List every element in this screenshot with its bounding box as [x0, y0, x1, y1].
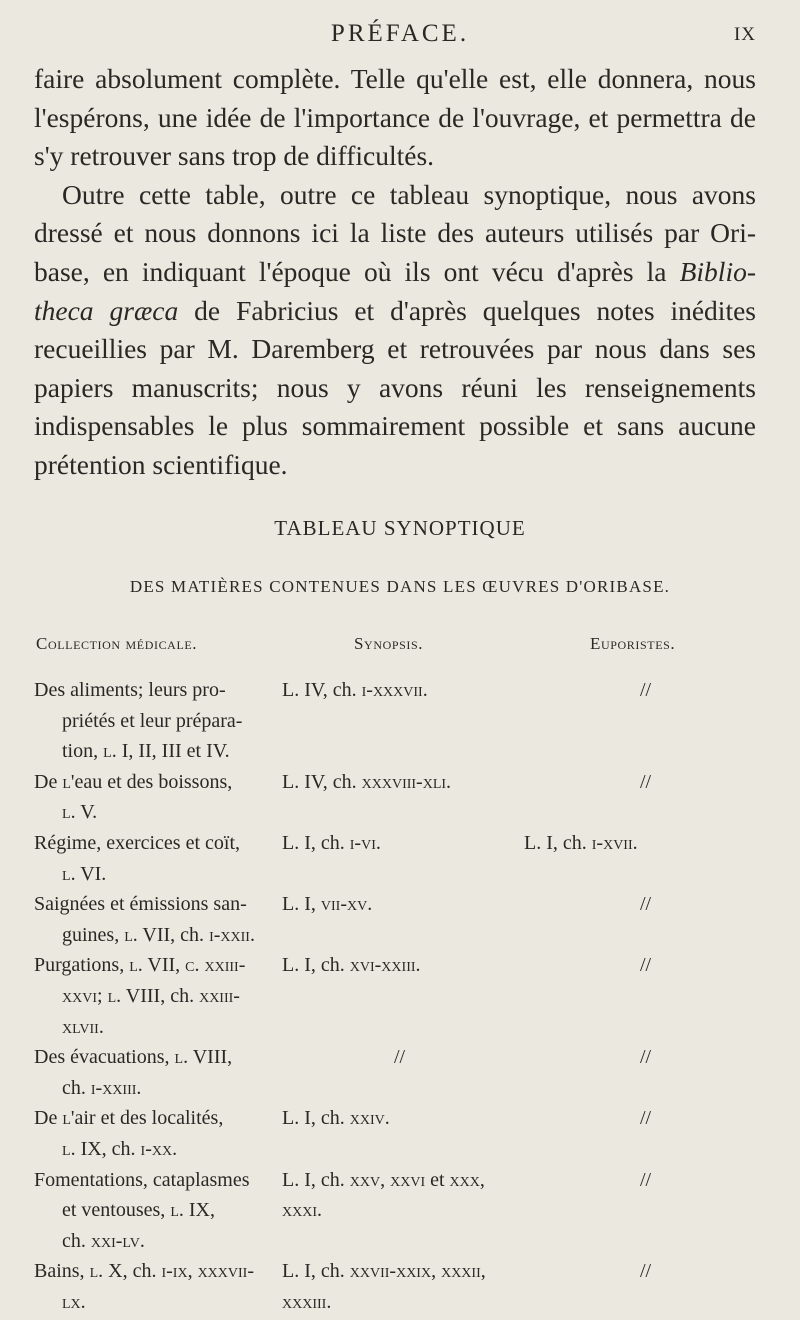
- cell-line: Purgations, l. VII, c. xxiii-: [34, 954, 246, 977]
- text-line: l'espérons, une idée de l'importance de l'ouvrage, et permettra: [34, 101, 722, 133]
- cell-line: ch. xxi-lv.: [62, 1229, 145, 1252]
- cell-collection: [34, 1165, 274, 1257]
- cell-line: priétés et leur prépara-: [62, 709, 243, 732]
- cell-euporistes: //: [640, 893, 652, 916]
- cell-euporistes: L. I, ch. i-xvii.: [524, 831, 638, 854]
- table-row: [34, 1103, 774, 1164]
- cell-line: De l'eau et des boissons,: [34, 770, 233, 793]
- cell-line: L. I, ch. xxiv.: [282, 1107, 390, 1130]
- text-line: indispensables le plus sommairement possible et sans aucune: [34, 410, 756, 442]
- cell-line: L. I, ch. xxvii-xxix, xxxii,: [282, 1260, 486, 1283]
- text-line: recueillies par M. Daremberg et retrouvées par nous dans ses: [34, 333, 756, 365]
- cell-line: Bains, l. X, ch. i-ix, xxxvii-: [34, 1260, 254, 1283]
- table-row: [34, 950, 774, 1042]
- cell-line: xxxiii.: [282, 1290, 332, 1313]
- table-row: [34, 1165, 774, 1257]
- cell-synopsis: [282, 889, 542, 920]
- italic-title: Biblio-: [679, 255, 756, 287]
- text-line: faire absolument complète. Telle qu'elle est, elle donnera, nous: [34, 63, 756, 94]
- column-header-euporistes: Euporistes.: [590, 634, 676, 653]
- cell-synopsis: [282, 1256, 542, 1317]
- cell-line: xlvii.: [62, 1015, 104, 1038]
- table-row: [34, 1042, 774, 1103]
- table-row: [34, 1256, 774, 1317]
- cell-line: l. VI.: [62, 862, 107, 885]
- cell-line: guines, l. VII, ch. i-xxii.: [62, 923, 255, 946]
- running-head: [0, 18, 800, 54]
- cell-line: et ventouses, l. IX,: [62, 1199, 215, 1222]
- text-line: papiers manuscrits; nous y avons réuni les renseignements: [34, 371, 756, 403]
- text-line: de s'y retrouver sans trop de difficultés.: [34, 101, 756, 172]
- text-line: dressé et nous donnons ici la liste des auteurs utilisés par Ori-: [34, 217, 756, 249]
- cell-line: ch. i-xxiii.: [62, 1076, 142, 1099]
- cell-synopsis: [282, 1103, 542, 1134]
- cell-collection: [34, 1042, 274, 1103]
- cell-line: L. I, ch. i-vi.: [282, 831, 381, 854]
- preface-body: [34, 60, 756, 485]
- italic-title: theca græca: [34, 294, 179, 326]
- table-subtitle: DES MATIÈRES CONTENUES DANS LES ŒUVRES D'ORIBASE.: [129, 577, 671, 596]
- cell-line: l. IX, ch. i-xx.: [62, 1137, 178, 1160]
- cell-synopsis: [394, 1042, 654, 1073]
- cell-euporistes: //: [640, 1107, 652, 1130]
- text-line: prétention scientifique.: [34, 448, 288, 480]
- cell-line: tion, l. I, II, III et IV.: [62, 740, 230, 763]
- cell-euporistes: //: [640, 1046, 652, 1069]
- cell-line: lx.: [62, 1290, 86, 1313]
- cell-line: //: [394, 1046, 406, 1069]
- table-row: [34, 889, 774, 950]
- text-line: Outre cette table, outre ce tableau synoptique, nous avons: [62, 178, 756, 210]
- cell-line: l. V.: [62, 801, 98, 824]
- cell-line: Fomentations, cataplasmes: [34, 1168, 250, 1191]
- cell-line: xxvi; l. VIII, ch. xxiii-: [62, 984, 240, 1007]
- paragraph-2: [34, 176, 756, 485]
- cell-collection: [34, 828, 274, 889]
- cell-line: Saignées et émissions san-: [34, 893, 247, 916]
- cell-collection: [34, 1103, 274, 1164]
- cell-line: L. I, vii-xv.: [282, 893, 373, 916]
- cell-synopsis: [282, 675, 542, 706]
- synoptic-table: [34, 675, 774, 1318]
- table-row: [34, 767, 774, 828]
- cell-synopsis: [282, 950, 542, 981]
- cell-line: L. IV, ch. xxxviii-xli.: [282, 770, 452, 793]
- cell-line: L. I, ch. xxv, xxvi et xxx,: [282, 1168, 485, 1191]
- cell-line: L. IV, ch. i-xxxvii.: [282, 679, 428, 701]
- column-header-synopsis: Synopsis.: [354, 634, 424, 653]
- column-header-collection: Collection médicale.: [36, 634, 198, 653]
- cell-line: Des évacuations, l. VIII,: [34, 1046, 233, 1069]
- table-row: [34, 675, 774, 767]
- cell-synopsis: [282, 1165, 542, 1226]
- page-number: IX: [733, 24, 756, 45]
- running-title: PRÉFACE.: [330, 20, 470, 47]
- cell-collection: [34, 1256, 274, 1317]
- table-title: TABLEAU SYNOPTIQUE: [274, 516, 526, 540]
- cell-euporistes: //: [640, 1168, 652, 1191]
- cell-line: De l'air et des localités,: [34, 1107, 224, 1130]
- cell-collection: [34, 675, 274, 767]
- cell-collection: [34, 767, 274, 828]
- text-line: de Fabricius et d'après quelques notes inédites: [178, 294, 756, 326]
- cell-line: Des aliments; leurs pro-: [34, 679, 226, 701]
- cell-euporistes: //: [640, 770, 652, 793]
- paragraph-1: [34, 60, 756, 176]
- cell-synopsis: [282, 828, 542, 859]
- cell-euporistes: //: [640, 679, 652, 701]
- cell-euporistes: //: [640, 1260, 652, 1283]
- table-row: [34, 828, 774, 889]
- cell-collection: [34, 889, 274, 950]
- text-line: base, en indiquant l'époque où ils ont vécu d'après la: [34, 255, 680, 287]
- cell-line: xxxi.: [282, 1199, 322, 1222]
- cell-line: Régime, exercices et coït,: [34, 831, 241, 854]
- cell-collection: [34, 950, 274, 1042]
- cell-euporistes: //: [640, 954, 652, 977]
- cell-synopsis: [282, 767, 542, 798]
- cell-line: L. I, ch. xvi-xxiii.: [282, 954, 421, 977]
